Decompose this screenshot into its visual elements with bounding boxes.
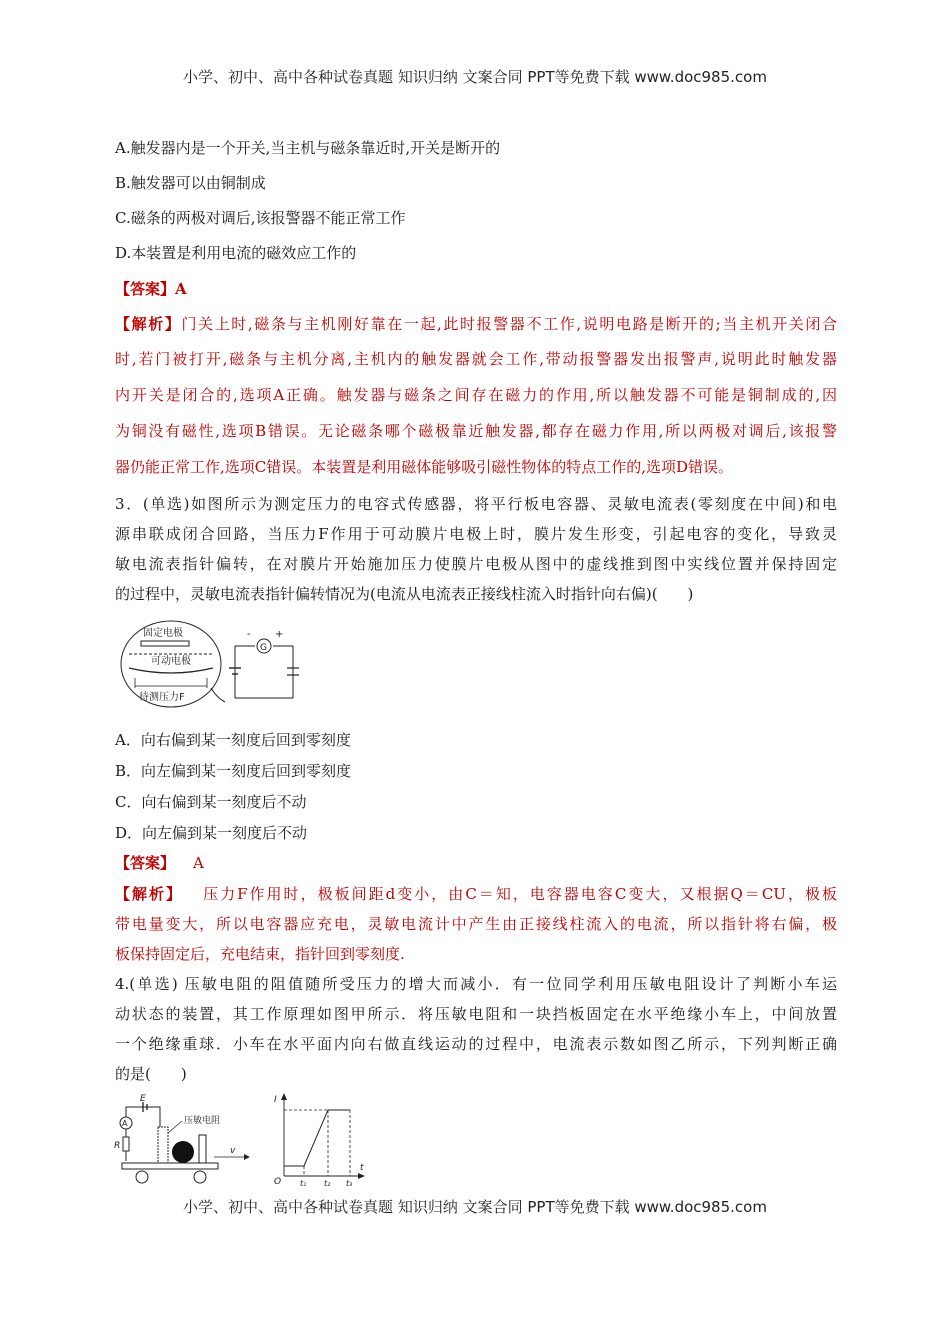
q3-option-b: B．向左偏到某一刻度后回到零刻度 xyxy=(115,762,352,780)
cart-body xyxy=(122,1163,218,1169)
q2-analysis-line-5: 器仍能正常工作,选项C错误。本装置是利用磁体能够吸引磁性物体的特点工作的,选项D错误。 xyxy=(115,458,734,476)
q3-answer-value: A xyxy=(193,854,204,872)
q3-analysis-tag: 【解析】 xyxy=(115,885,184,903)
t1-label: t₁ xyxy=(300,1179,307,1188)
resistor-label: R xyxy=(114,1141,121,1151)
y-axis-arrow xyxy=(281,1093,287,1100)
q3-option-c: C．向右偏到某一刻度后不动 xyxy=(115,793,307,811)
x-axis-label: t xyxy=(360,1163,364,1173)
emf-label: E xyxy=(140,1094,146,1104)
q2-option-b: B.触发器可以由铜制成 xyxy=(115,174,266,192)
cart-circuit-wire xyxy=(126,1107,160,1161)
footer-banner: 小学、初中、高中各种试卷真题 知识归纳 文案合同 PPT等免费下载 www.doc985.com xyxy=(183,1198,767,1216)
q3-figure xyxy=(115,618,315,718)
q3-analysis-line-2: 带电量变大，所以电容器应充电，灵敏电流计中产生由正接线柱流入的电流，所以指针将右偏，极 xyxy=(115,915,837,933)
q3-option-a: A．向右偏到某一刻度后回到零刻度 xyxy=(115,731,351,749)
origin-label: O xyxy=(274,1177,282,1187)
q2-analysis-line-3: 内开关是闭合的,选项A正确。触发器与磁条之间存在磁力的作用,所以触发器不可能是铜制成的,因 xyxy=(115,386,837,404)
circuit-wire xyxy=(235,646,293,698)
movable-electrode-label: 可动电极 xyxy=(151,656,191,667)
galvanometer-label: G xyxy=(260,643,267,653)
q3-stem-line-3: 敏电流表指针偏转，在对膜片开始施加压力使膜片电极从图中的虚线推到图中实线位置并保持固定 xyxy=(115,555,837,573)
q2-answer-value: A xyxy=(175,280,187,298)
q3-stem-line-4: 的过程中，灵敏电流表指针偏转情况为(电流从电流表正接线柱流入时指针向右偏)( ) xyxy=(115,585,694,603)
minus-terminal: - xyxy=(247,629,251,640)
force-label: 待测压力F xyxy=(139,692,185,703)
q2-option-d: D.本装置是利用电流的磁效应工作的 xyxy=(115,244,357,262)
insulating-ball xyxy=(172,1141,194,1163)
pressure-resistor-label: 压敏电阻 xyxy=(184,1116,221,1126)
t3-label: t₃ xyxy=(346,1179,353,1188)
q2-analysis-tag: 【解析】 xyxy=(115,315,182,333)
resistor-symbol xyxy=(123,1137,129,1151)
label-leader xyxy=(168,1121,182,1133)
cart-wheel-right xyxy=(194,1171,206,1183)
movable-electrode-membrane xyxy=(129,668,213,673)
q2-answer-tag: 【答案】 xyxy=(115,280,176,298)
bubble-tail xyxy=(211,688,225,702)
q3-option-d: D．向左偏到某一刻度后不动 xyxy=(115,824,308,842)
velocity-arrowhead xyxy=(244,1154,250,1160)
q3-stem-line-1: 3．(单选)如图所示为测定压力的电容式传感器，将平行板电容器、灵敏电流表(零刻度在中间)和电 xyxy=(115,495,837,513)
q4-figure-a xyxy=(112,1093,260,1189)
q3-analysis-line-1 xyxy=(115,884,837,904)
baffle-plate xyxy=(199,1135,206,1163)
ammeter-label: A xyxy=(122,1119,128,1128)
q4-stem-line-3: 一个绝缘重球．小车在水平面内向右做直线运动的过程中，电流表示数如图乙所示，下列判断正确 xyxy=(115,1035,837,1053)
pressure-resistor xyxy=(158,1127,168,1163)
q2-option-c: C.磁条的两极对调后,该报警器不能正常工作 xyxy=(115,209,406,227)
q4-stem-line-1: 4.(单选) 压敏电阻的阻值随所受压力的增大而减小．有一位同学利用压敏电阻设计了判断小车运 xyxy=(115,975,837,993)
x-axis-arrow xyxy=(358,1173,365,1179)
t2-label: t₂ xyxy=(324,1179,331,1188)
q2-answer xyxy=(115,279,837,299)
q2-analysis-text-1: 门关上时,磁条与主机刚好靠在一起,此时报警器不工作,说明电路是断开的;当主机开关闭合 xyxy=(181,315,837,333)
q3-analysis-text-1: 压力F作用时，极板间距d变小，由C＝知，电容器电容C变大，又根据Q＝CU，极板 xyxy=(201,885,837,903)
q2-option-a: A.触发器内是一个开关,当主机与磁条靠近时,开关是断开的 xyxy=(115,139,501,157)
q2-analysis-line-2: 时,若门被打开,磁条与主机分离,主机内的触发器就会工作,带动报警器发出报警声,说明此时触发器 xyxy=(115,350,837,368)
q4-stem-line-2: 动状态的装置，其工作原理如图甲所示．将压敏电阻和一块挡板固定在水平绝缘小车上，中间放置 xyxy=(115,1005,837,1023)
plus-terminal: + xyxy=(275,629,284,640)
q4-stem-line-4: 的是( ) xyxy=(115,1065,187,1083)
q3-analysis-line-3: 板保持固定后，充电结束，指针回到零刻度. xyxy=(115,945,405,963)
fixed-electrode-label: 固定电极 xyxy=(143,628,183,639)
q4-figure-b xyxy=(270,1090,370,1190)
fixed-electrode-plate xyxy=(141,641,189,646)
q2-analysis-line-1 xyxy=(115,314,837,334)
q3-answer xyxy=(115,853,837,873)
header-banner: 小学、初中、高中各种试卷真题 知识归纳 文案合同 PPT等免费下载 www.doc985.com xyxy=(183,68,767,86)
current-curve xyxy=(284,1110,350,1166)
q2-analysis-line-4: 为铜没有磁性,选项B错误。无论磁条哪个磁极靠近触发器,都存在磁力作用,所以两极对调后,该报警 xyxy=(115,422,837,440)
velocity-label: v xyxy=(230,1146,236,1156)
cart-wheel-left xyxy=(136,1171,148,1183)
q3-stem-line-2: 源串联成闭合回路，当压力F作用于可动膜片电极上时，膜片发生形变，引起电容的变化，导致灵 xyxy=(115,525,837,543)
y-axis-label: I xyxy=(274,1095,277,1105)
q3-answer-tag: 【答案】 xyxy=(115,854,176,872)
